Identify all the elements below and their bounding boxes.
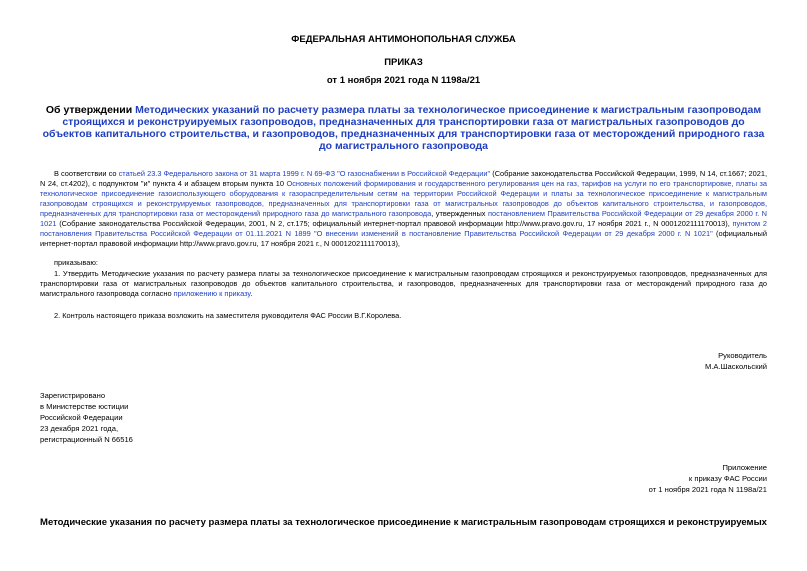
- title-link[interactable]: Методических указаний по расчету размера платы за технологическое присоединение к магистральным газопроводам строящихся и реконструируемых газопроводов, предназначенных для транспортировки газа от магистральных газопроводов до объектов капитального строительства, и газопроводов, предназначенных для транспортировки газа от месторождений природного газа до магистрального газопровода: [42, 104, 765, 152]
- registration-line-3: Российской Федерации: [40, 413, 123, 422]
- registration-line-2: в Министерстве юстиции: [40, 402, 129, 411]
- preamble-link-basics[interactable]: Основных положений формирования и государственного регулирования цен на газ, тарифов на услуги по его транспортировке, платы за технологическое присоединение газоиспользующего оборудования к газораспределительным сетям на территории Российской Федерации и платы за технологическое присоединение к магистральным газопроводам строящихся и реконструируемых газопроводов, предназначенных для транспортировки газа от магистральных газопроводов до объектов капитального строительства, и газопроводов, предназначенных для транспортировки газа от месторождений природного газа до магистрального газопровода: [40, 179, 768, 218]
- preamble-link-law[interactable]: статьей 23.3 Федерального закона от 31 марта 1999 г. N 69-ФЗ "О газоснабжении в Российской Федерации": [118, 169, 491, 178]
- order-word: [40, 258, 767, 268]
- appendix-link[interactable]: приложению к приказу: [173, 289, 251, 298]
- document-title: [40, 104, 767, 152]
- preamble-text-2: (Собрание законодательства Российской Федерации, 1999, N 14, ст.1667; 2021, N 24, ст.4202), с подпунктом "и" пункта 4 и абзацем вторым пункта 10: [40, 169, 767, 188]
- preamble-text-5: (официальный интернет-портал правовой информации http://www.pravo.gov.ru, 17 ноября 2021 г., N 0001202111170013),: [40, 229, 767, 248]
- title-prefix: Об утверждении: [45, 104, 136, 116]
- registration-line-5: регистрационный N 66516: [40, 435, 133, 444]
- item-2-text: 2. Контроль настоящего приказа возложить на заместителя руководителя ФАС России В.Г.Королева.: [54, 311, 402, 320]
- doc-type: ПРИКАЗ: [384, 57, 423, 68]
- item-1: [40, 269, 767, 299]
- registration-block: [40, 390, 133, 445]
- appendix-block: [649, 462, 767, 495]
- item-2: [40, 311, 767, 321]
- preamble-link-amendment[interactable]: пунктом 2 постановления Правительства Российской Федерации от 01.11.2021 N 1899 "О внесении изменений в постановление Правительства Российской Федерации от 29 декабря 2000 г. N 1021": [40, 219, 767, 238]
- preamble-text-4: (Собрание законодательства Российской Федерации, 2001, N 2, ст.175; официальный интернет-портал правовой информации http://www.pravo.gov.ru, 17 ноября 2021 г., N 0001202111170013),: [56, 219, 733, 228]
- registration-line-4: 23 декабря 2021 года,: [40, 424, 119, 433]
- preamble-text-1: В соответствии со: [54, 169, 119, 178]
- preamble-link-resolution[interactable]: постановлением Правительства Российской Федерации от 29 декабря 2000 г. N 1021: [40, 209, 768, 228]
- registration-line-1: Зарегистрировано: [40, 391, 106, 400]
- order-word-text: приказываю:: [54, 258, 98, 267]
- item-1-end: .: [250, 289, 253, 298]
- signature-block: [705, 350, 767, 372]
- signature-name: М.А.Шаскольский: [704, 362, 767, 371]
- preamble: [40, 169, 767, 249]
- appendix-line-1: Приложение: [722, 463, 767, 472]
- methodology-title: Методические указания по расчету размера платы за технологическое присоединение к магистральным газопроводам строящихся и реконструируемых: [40, 517, 767, 528]
- signature-role: Руководитель: [718, 351, 767, 360]
- appendix-line-2: к приказу ФАС России: [688, 474, 767, 483]
- agency-name: ФЕДЕРАЛЬНАЯ АНТИМОНОПОЛЬНАЯ СЛУЖБА: [291, 34, 516, 45]
- appendix-line-3: от 1 ноября 2021 года N 1198а/21: [648, 485, 767, 494]
- item-1-text: 1. Утвердить Методические указания по расчету размера платы за технологическое присоединение к магистральным газопроводам строящихся и реконструируемых газопроводов, предназначенных для транспортировки газа от магистральных газопроводов до объектов капитального строительства, и газопроводов, предназначенных для транспортировки газа от месторождений природного газа до магистрального газопровода согласно: [40, 269, 767, 298]
- doc-date-number: от 1 ноября 2021 года N 1198а/21: [326, 75, 481, 86]
- preamble-text-3: , утвержденных: [431, 209, 488, 218]
